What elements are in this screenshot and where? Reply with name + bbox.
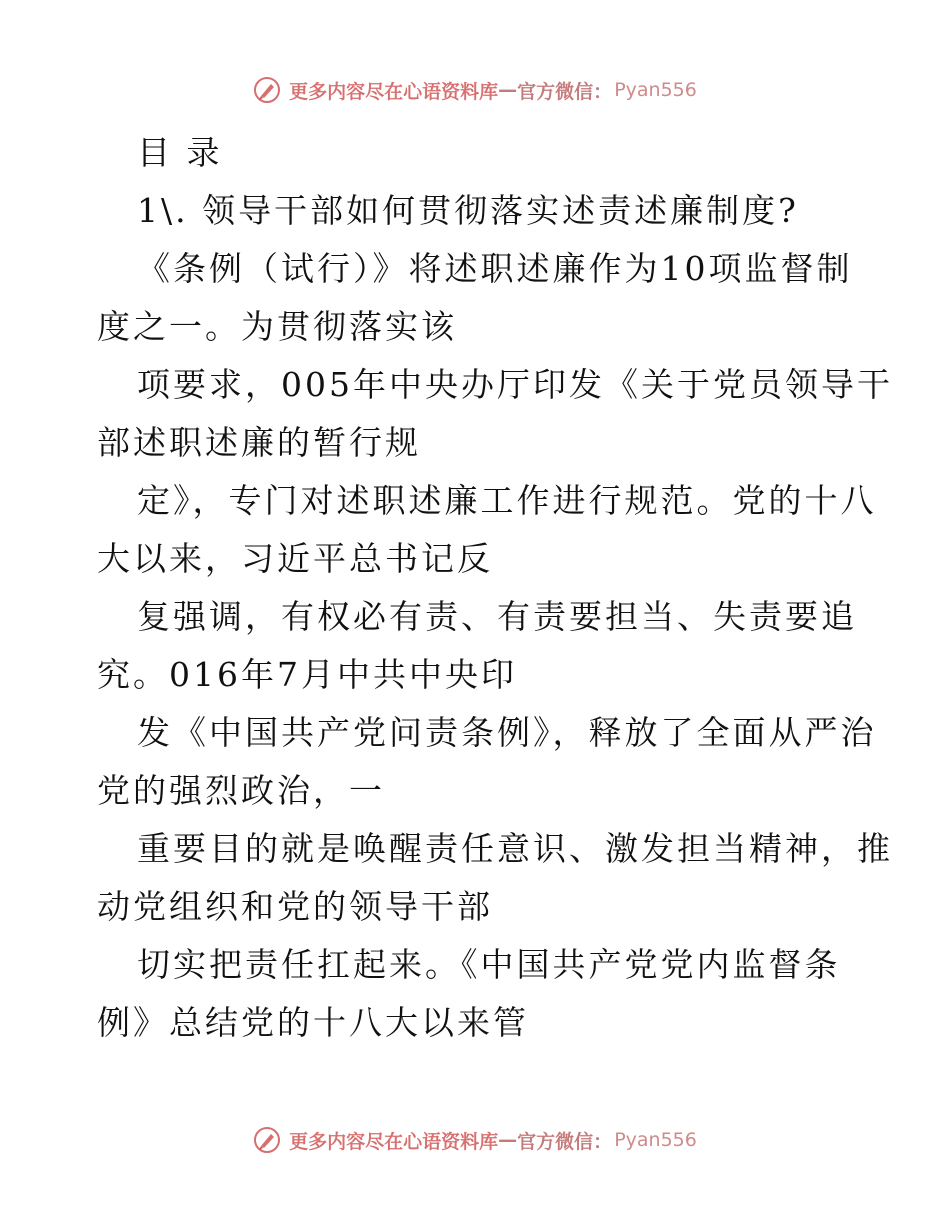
header-text: 更多内容尽在心语资料库 (289, 80, 499, 103)
paragraph-line: 例》总结党的十八大以来管 (97, 1003, 529, 1042)
footer-dash: — (498, 1129, 518, 1151)
footer-banner (0, 1120, 950, 1160)
paragraph-line: 重要目的就是唤醒责任意识、激发担当精神，推 (137, 829, 893, 868)
footer-wechat-label: 官方微信： (517, 1130, 613, 1153)
document-body (97, 124, 893, 1052)
header-wechat-id: Pyan556 (614, 79, 697, 101)
paragraph-line: 《条例（试行）》将述职述廉作为10项监督制 (137, 249, 853, 288)
question-heading: 1\. 领导干部如何贯彻落实述责述廉制度? (137, 191, 799, 230)
paragraph-line: 动党组织和党的领导干部 (97, 887, 493, 926)
header-banner (0, 70, 950, 110)
paragraph-line: 切实把责任扛起来。《中国共产党党内监督条 (137, 945, 841, 984)
paragraph-line: 党的强烈政治，一 (97, 771, 385, 810)
paragraph-line: 究。016年7月中共中央印 (97, 655, 517, 694)
paragraph-line: 度之一。为贯彻落实该 (97, 307, 457, 346)
toc-title: 目 录 (137, 133, 223, 172)
footer-text: 更多内容尽在心语资料库 (289, 1130, 499, 1153)
paragraph-line: 发《中国共产党问责条例》，释放了全面从严治 (137, 713, 877, 752)
paragraph-line: 项要求，005年中央办厅印发《关于党员领导干 (137, 365, 893, 404)
footer-wechat-id: Pyan556 (614, 1129, 697, 1151)
paragraph-line: 大以来，习近平总书记反 (97, 539, 493, 578)
header-wechat-label: 官方微信： (517, 80, 613, 103)
quill-pen-logo-icon (253, 76, 281, 104)
paragraph-line: 定》，专门对述职述廉工作进行规范。党的十八 (137, 481, 877, 520)
paragraph-line: 部述职述廉的暂行规 (97, 423, 421, 462)
paragraph-line: 复强调，有权必有责、有责要担当、失责要追 (137, 597, 857, 636)
quill-pen-logo-icon (253, 1126, 281, 1154)
header-dash: — (498, 79, 518, 101)
